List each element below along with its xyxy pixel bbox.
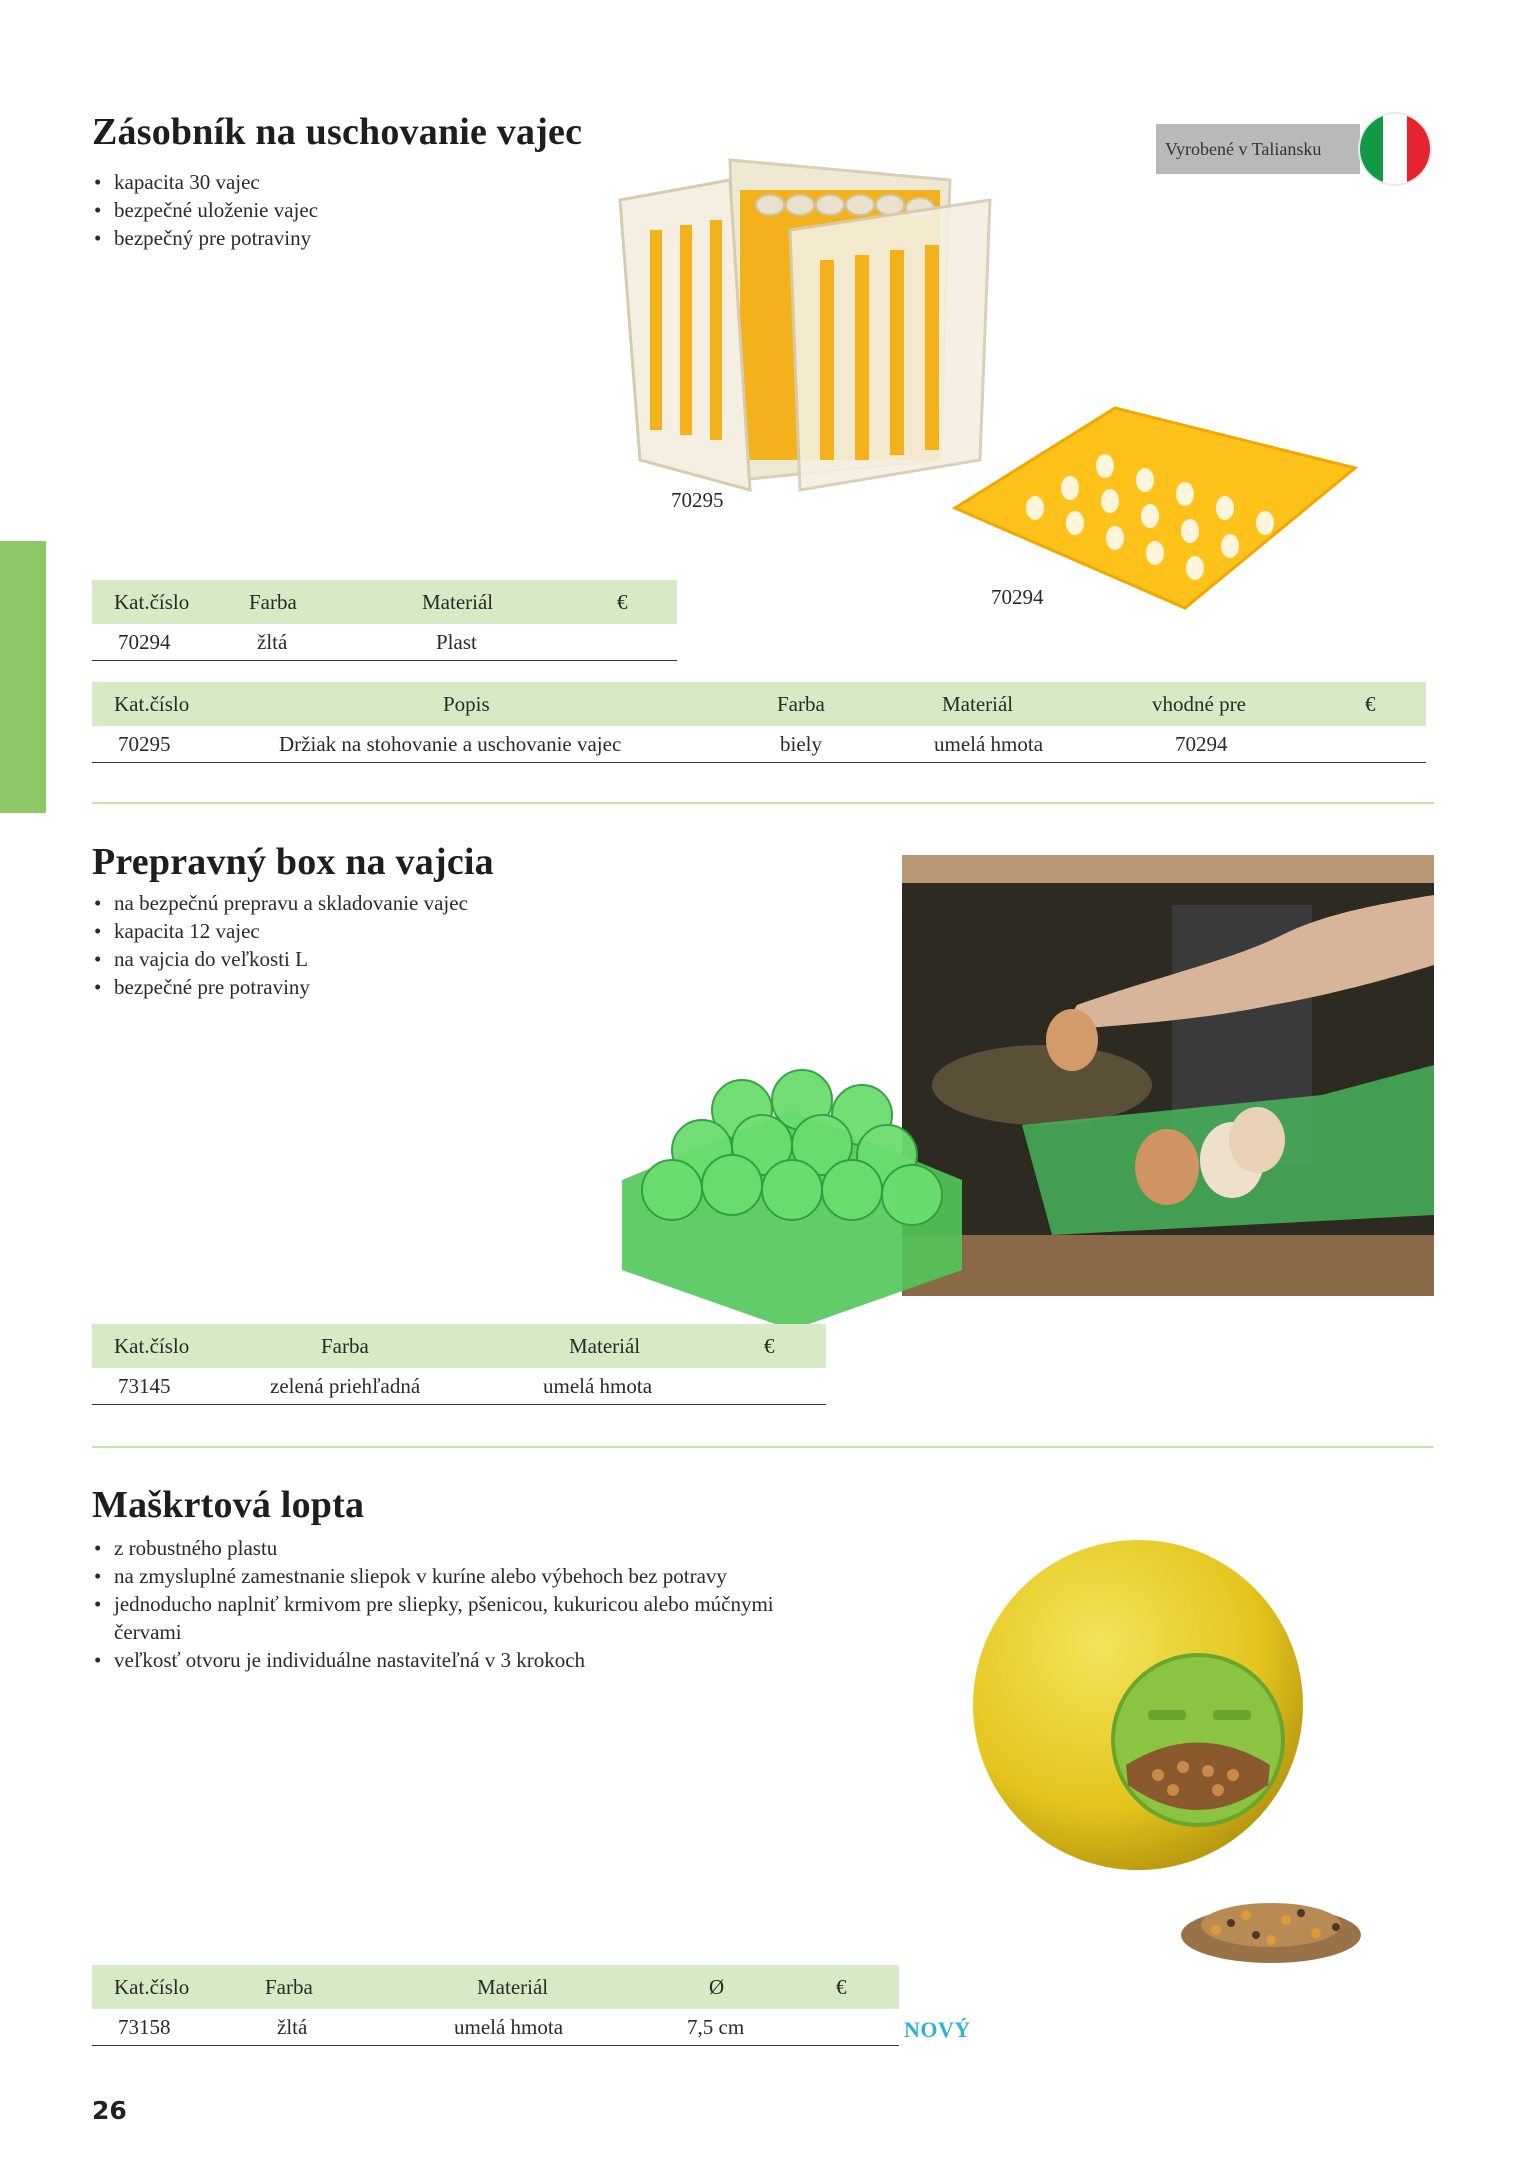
cell-color: biely bbox=[780, 732, 822, 756]
table-header bbox=[92, 1324, 826, 1368]
col-header: Ø bbox=[709, 1975, 725, 1999]
cell-diameter: 7,5 cm bbox=[687, 2015, 745, 2039]
section-divider bbox=[92, 802, 1434, 804]
col-header: Kat.číslo bbox=[114, 590, 190, 614]
col-header: Kat.číslo bbox=[114, 1975, 190, 1999]
egg-crate-image bbox=[620, 160, 1000, 500]
italian-flag-icon bbox=[1360, 114, 1430, 184]
col-header: Materiál bbox=[942, 692, 1014, 716]
table-header bbox=[92, 1965, 899, 2009]
col-header: Materiál bbox=[477, 1975, 549, 1999]
image-caption-70295: 70295 bbox=[671, 488, 724, 512]
col-header: Materiál bbox=[569, 1334, 641, 1358]
page-number: 26 bbox=[92, 2096, 127, 2125]
feature-item: • na zmysluplné zamestnanie sliepok v kuríne alebo výbehoch bez potravy bbox=[92, 1562, 812, 1590]
treat-ball-image bbox=[968, 1535, 1308, 1875]
feature-item: • veľkosť otvoru je individuálne nastaviteľná v 3 krokoch bbox=[92, 1646, 812, 1674]
egg-tray-image bbox=[955, 408, 1355, 608]
product-table-73158 bbox=[92, 1965, 899, 2047]
feature-item: • bezpečné uloženie vajec bbox=[92, 196, 592, 224]
feature-item: • jednoducho naplniť krmivom pre sliepky, pšenicou, kukuricou alebo múčnymi červami bbox=[92, 1590, 812, 1646]
col-header: Farba bbox=[321, 1334, 369, 1358]
col-header: Farba bbox=[265, 1975, 313, 1999]
cell-material: Plast bbox=[436, 630, 477, 654]
cell-cat-no: 73145 bbox=[118, 1374, 171, 1398]
feature-item: • kapacita 30 vajec bbox=[92, 168, 592, 196]
col-header: Farba bbox=[249, 590, 297, 614]
cell-cat-no: 70295 bbox=[118, 732, 171, 756]
product-title-egg-transport-box: Prepravný box na vajcia bbox=[92, 841, 494, 883]
section-divider bbox=[92, 1446, 1434, 1448]
feature-item: • z robustného plastu bbox=[92, 1534, 812, 1562]
feature-list-treat-ball bbox=[92, 1534, 812, 1674]
feature-item: • na bezpečnú prepravu a skladovanie vajec bbox=[92, 889, 652, 917]
cell-material: umelá hmota bbox=[934, 732, 1044, 756]
cell-description: Držiak na stohovanie a uschovanie vajec bbox=[279, 732, 622, 756]
col-header: Kat.číslo bbox=[114, 1334, 190, 1358]
col-header: € bbox=[764, 1334, 775, 1358]
section-side-tab bbox=[0, 541, 46, 813]
flag-stripe-red bbox=[1407, 114, 1430, 184]
col-header: € bbox=[1365, 692, 1376, 716]
col-header: Kat.číslo bbox=[114, 692, 190, 716]
product-table-73145 bbox=[92, 1324, 826, 1406]
cell-material: umelá hmota bbox=[454, 2015, 564, 2039]
product-table-70294 bbox=[92, 580, 677, 662]
cell-suitable-for: 70294 bbox=[1175, 732, 1228, 756]
col-header: vhodné pre bbox=[1152, 692, 1246, 716]
feature-item: • bezpečný pre potraviny bbox=[92, 224, 592, 252]
table-header bbox=[92, 682, 1426, 726]
table-row bbox=[92, 2009, 899, 2046]
flag-stripe-green bbox=[1360, 114, 1383, 184]
feature-item: • na vajcia do veľkosti L bbox=[92, 945, 652, 973]
feature-list-egg-transport-box bbox=[92, 889, 652, 1001]
product-title-treat-ball: Maškrtová lopta bbox=[92, 1484, 365, 1526]
feature-list-egg-storage bbox=[92, 168, 592, 252]
new-product-badge: NOVÝ bbox=[904, 2017, 971, 2042]
image-caption-70294: 70294 bbox=[991, 585, 1044, 609]
product-table-70295 bbox=[92, 682, 1426, 764]
col-header: Popis bbox=[443, 692, 490, 716]
cell-material: umelá hmota bbox=[543, 1374, 653, 1398]
flag-stripe-white bbox=[1383, 114, 1406, 184]
cell-cat-no: 70294 bbox=[118, 630, 171, 654]
feature-item: • bezpečné pre potraviny bbox=[92, 973, 652, 1001]
product-title-egg-storage: Zásobník na uschovanie vajec bbox=[92, 111, 583, 153]
feature-item: • kapacita 12 vajec bbox=[92, 917, 652, 945]
egg-transport-box-image bbox=[612, 1070, 972, 1330]
cell-color: žltá bbox=[277, 2015, 308, 2039]
made-in-italy-badge: Vyrobené v Taliansku bbox=[1156, 124, 1360, 174]
henhouse-photo bbox=[902, 855, 1434, 1296]
cell-color: žltá bbox=[257, 630, 288, 654]
col-header: € bbox=[617, 590, 628, 614]
table-row bbox=[92, 1368, 826, 1405]
table-row bbox=[92, 726, 1426, 763]
col-header: Farba bbox=[777, 692, 825, 716]
feed-pile-image bbox=[1176, 1885, 1366, 1965]
cell-color: zelená priehľadná bbox=[270, 1374, 421, 1398]
table-row bbox=[92, 624, 677, 661]
cell-cat-no: 73158 bbox=[118, 2015, 171, 2039]
col-header: Materiál bbox=[422, 590, 494, 614]
table-header bbox=[92, 580, 677, 624]
col-header: € bbox=[836, 1975, 847, 1999]
